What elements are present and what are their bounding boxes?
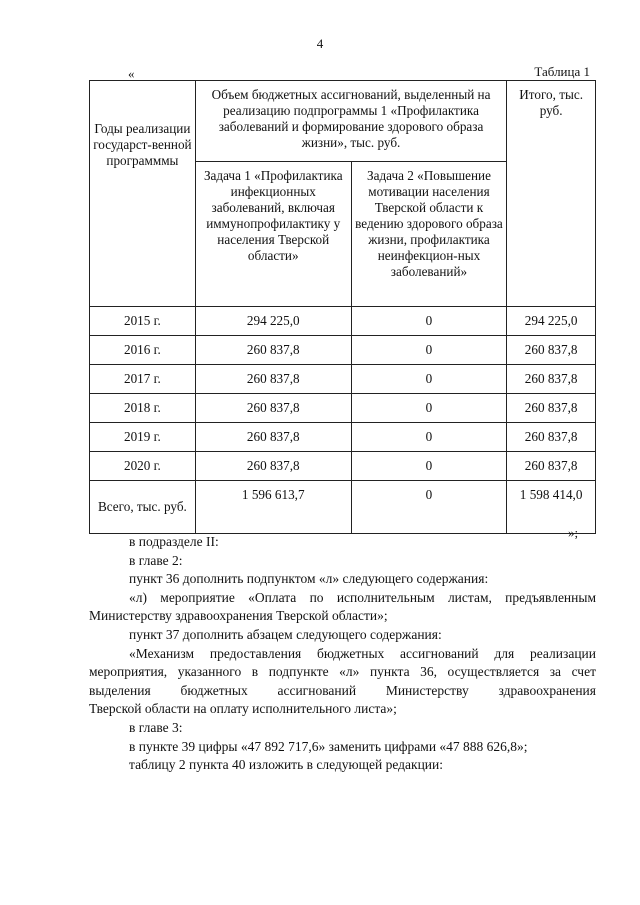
header-task1: Задача 1 «Профилактика инфекционных заболеваний, включая иммунопрофилактику у населения Тверской области» — [195, 162, 351, 307]
total-cell: 260 837,8 — [507, 394, 596, 423]
total-cell: 260 837,8 — [507, 336, 596, 365]
text-line: в главе 3: — [129, 719, 183, 735]
task1-cell: 260 837,8 — [195, 423, 351, 452]
opening-quote: « — [128, 66, 135, 81]
total-label-cell: Всего, тыс. руб. — [90, 481, 196, 534]
task2-cell: 0 — [351, 336, 507, 365]
task1-cell: 260 837,8 — [195, 452, 351, 481]
year-cell: 2016 г. — [90, 336, 196, 365]
task1-cell: 260 837,8 — [195, 394, 351, 423]
task1-total-cell: 1 596 613,7 — [195, 481, 351, 534]
task2-cell: 0 — [351, 307, 507, 336]
total-cell: 260 837,8 — [507, 423, 596, 452]
header-total: Итого, тыс. руб. — [507, 81, 596, 307]
text-line: в подразделе II: — [129, 534, 219, 549]
task2-cell: 0 — [351, 394, 507, 423]
table-row — [90, 452, 596, 481]
text-line: «Механизм предоставления бюджетных ассигнований для реализации — [129, 645, 596, 661]
grand-total-cell: 1 598 414,0 — [507, 481, 596, 534]
table-header-row — [90, 81, 596, 162]
text-line: пункт 37 дополнить абзацем следующего содержания: — [129, 626, 442, 642]
total-cell: 260 837,8 — [507, 452, 596, 481]
year-cell: 2018 г. — [90, 394, 196, 423]
table-row — [90, 423, 596, 452]
task1-cell: 294 225,0 — [195, 307, 351, 336]
text-line: мероприятия, указанного в подпункте «л» пункта 36, осуществляется за счет — [89, 664, 596, 680]
year-cell: 2017 г. — [90, 365, 196, 394]
header-budget: Объем бюджетных ассигнований, выделенный на реализацию подпрограммы 1 «Профилактика заболеваний и формирование здорового образа жизни», тыс. руб. — [195, 81, 506, 162]
year-cell: 2015 г. — [90, 307, 196, 336]
closing-quote: »; — [568, 525, 579, 540]
total-cell: 260 837,8 — [507, 365, 596, 394]
table-caption: Таблица 1 — [534, 64, 590, 79]
text-line: в главе 2: — [129, 552, 183, 568]
table-total-row — [90, 481, 596, 534]
text-line: Министерству здравоохранения Тверской области»; — [89, 608, 388, 624]
table-row — [90, 336, 596, 365]
task2-cell: 0 — [351, 365, 507, 394]
table-row — [90, 307, 596, 336]
total-cell: 294 225,0 — [507, 307, 596, 336]
text-line: в пункте 39 цифры «47 892 717,6» заменить цифрами «47 888 626,8»; — [129, 738, 528, 754]
task1-cell: 260 837,8 — [195, 365, 351, 394]
page-number: 4 — [316, 36, 324, 51]
text-line: пункт 36 дополнить подпунктом «л» следующего содержания: — [129, 571, 489, 587]
table-row — [90, 365, 596, 394]
task2-total-cell: 0 — [351, 481, 507, 534]
body-text — [89, 533, 596, 775]
year-cell: 2019 г. — [90, 423, 196, 452]
task2-cell: 0 — [351, 452, 507, 481]
table-row — [90, 394, 596, 423]
text-line: выделения бюджетных ассигнований Министерству здравоохранения — [89, 682, 596, 698]
header-task2: Задача 2 «Повышение мотивации населения Тверской области к ведению здорового образа жизни, профилактика неинфекцион-ных заболеваний» — [351, 162, 507, 307]
text-line: «л) мероприятие «Оплата по исполнительным листам, предъявленным — [129, 589, 596, 605]
budget-table — [89, 80, 596, 534]
text-line: таблицу 2 пункта 40 изложить в следующей редакции: — [129, 757, 443, 773]
year-cell: 2020 г. — [90, 452, 196, 481]
text-line: Тверской области на оплату исполнительного листа»; — [89, 701, 397, 717]
header-years: Годы реализации государст-венной программмы — [90, 81, 196, 307]
task1-cell: 260 837,8 — [195, 336, 351, 365]
task2-cell: 0 — [351, 423, 507, 452]
